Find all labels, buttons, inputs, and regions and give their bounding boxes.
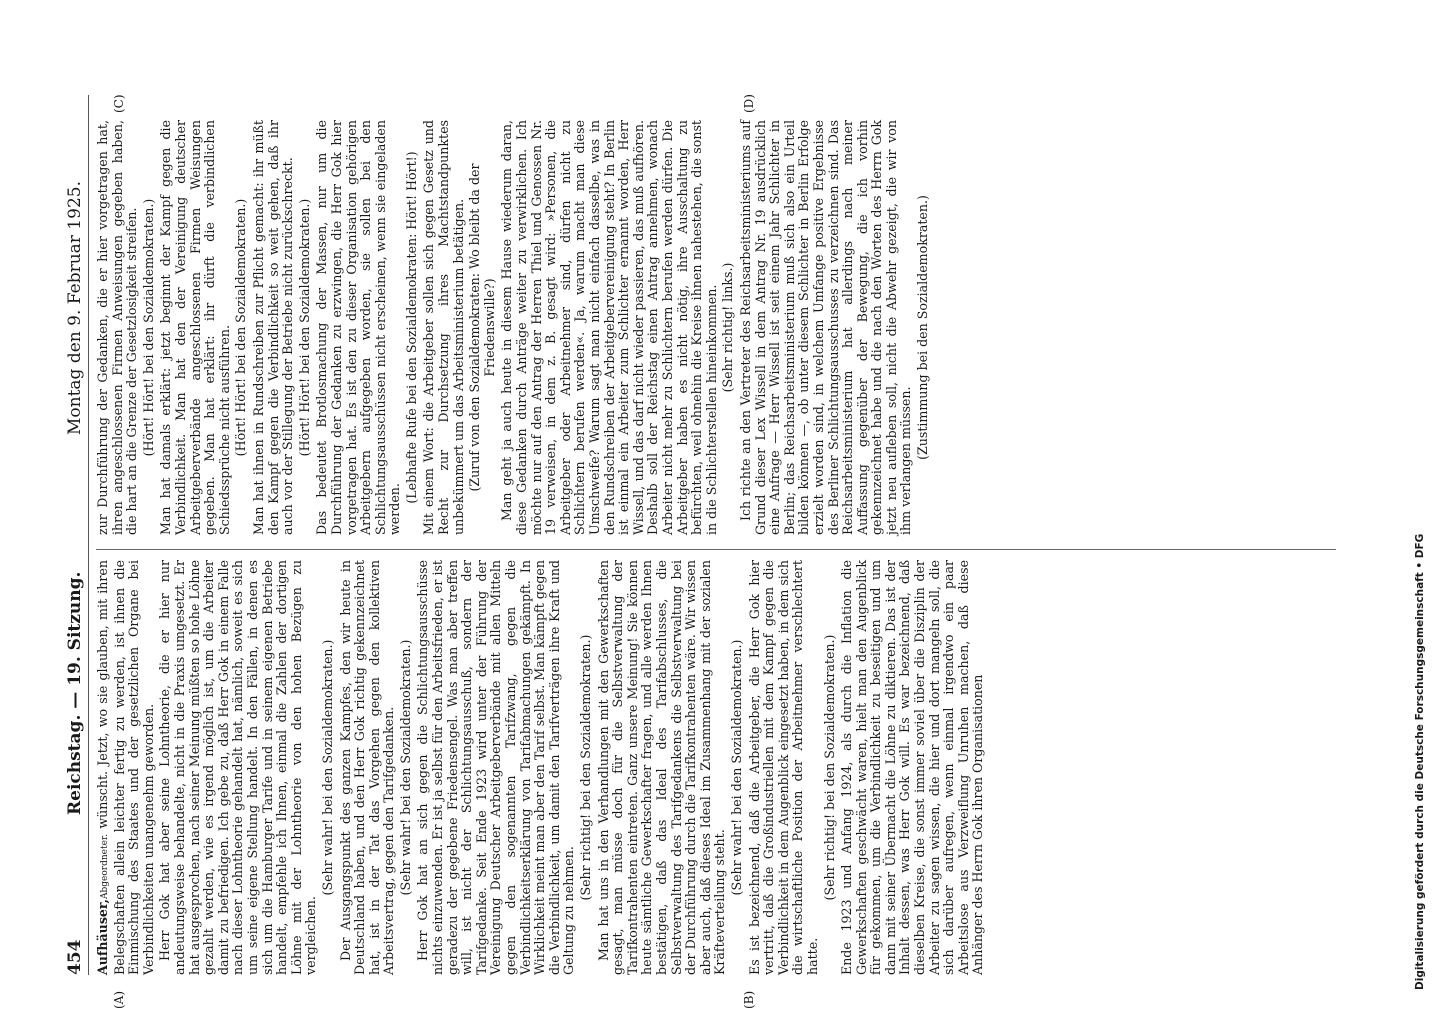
paragraph-text: Herr Gok hat an sich gegen die Schlichtungsausschüsse nichts einzuwenden. Er ist ja selbst für den Arbeitsfrieden, er ist geradezu der gegebene Friedensengel. Was man aber treffen will, ist nicht der Schlichtungsausschuß, sondern der Tarifgedanke. Seit Ende 1923 wird unter der Führung der Vereinigung Deutscher Arbeitgeberverbände mit allen Mitteln gegen den sogenannten Tarifzwang, gegen die Verbindlichkeitserklärung von Tarifabmachungen gekämpft. In Wirklichkeit meint man aber den Tarif selbst. Man kämpft gegen die Verbindlichkeit, um damit den Tarifverträgen ihre Kraft und Geltung zu nehmen. xyxy=(415,560,577,975)
paragraph-text: wünscht. Jetzt, wo sie glauben, mit ihren Belegschaften allein leichter fertig zu werden, ist ihnen die Einmischung des Staates und der gesetzlichen Organe bei Verbindlichkeiten unangenehm geworden. xyxy=(95,560,156,975)
interjection xyxy=(399,560,414,975)
margin-mark-c: (C) xyxy=(112,94,126,113)
paragraph xyxy=(159,120,232,535)
paragraph xyxy=(339,560,397,975)
interjection xyxy=(405,120,420,535)
margin-mark-d: (D) xyxy=(742,94,756,113)
rotated-page xyxy=(62,94,1362,1009)
session-title: Reichstag. — 19. Sitzung. xyxy=(65,571,85,815)
paragraph xyxy=(315,120,403,535)
paragraph-text: Man geht ja auch heute in diesem Hause wiederum daran, diese Gedanken durch Anträge weiter zu verwirklichen. Ich möchte nur auf den Antrag der Herren Thiel und Genossen Nr. 19 verweisen, in dem z. B. gesagt wird: »Personen, die Arbeitgeber oder Arbeitnehmer sind, dürfen nicht zu Schlichtern berufen werden«. Ja, warum macht man diese Umschweife? Warum sagt man nicht einfach dasselbe, was in den Rundschreiben der Arbeitgebervereinigung steht? In Berlin ist einmal ein Arbeiter zum Schlichter ernannt worden, Herr Wissell, und das darf nicht wieder passieren, das muß aufhören. Deshalb soll der Reichstag einen Antrag annehmen, wonach Arbeiter nicht mehr zu Schlichtern berufen werden dürfen. Die Arbeitgeber haben es nicht nötig, ihre Ausschaltung zu befürchten, weil ohnehin die Kreise ihnen nahestehen, die sonst in die Schlichterstellen hineinkommen. xyxy=(499,120,719,535)
interjection xyxy=(142,120,157,535)
paragraph-text: (Sehr wahr! bei den Sozialdemokraten.) xyxy=(728,639,744,896)
paragraph-text: (Sehr richtig! bei den Sozialdemokraten.) xyxy=(578,634,593,901)
credit-text: Digitalisierung gefördert durch die Deutsche Forschungsgemeinschaft • DFG xyxy=(1414,533,1426,990)
page-number: 454 xyxy=(65,939,85,975)
interjection xyxy=(730,560,745,975)
speaker-role: Abgeordneter. xyxy=(100,833,110,899)
paragraph-text: (Lebhafte Rufe bei den Sozialdemokraten: Hört! Hört!) xyxy=(403,151,419,504)
paragraph xyxy=(252,120,296,535)
paragraph-text: (Sehr wahr! bei den Sozialdemokraten.) xyxy=(319,639,335,896)
interjection xyxy=(234,120,249,535)
interjection xyxy=(721,120,736,535)
paragraph-text: Man hat uns in den Verhandlungen mit den Gewerkschaften gesagt, man müsse doch für die Selbstverwaltung der Tarifkontrahenten eintreten. Ganz unsere Meinung! Sie können heute sämtliche Gewerkschafter fragen, und alle werden Ihnen bestätigen, daß das Ideal des Tarifabschlusses, die Selbstverwaltung des Tarifgedankens die Selbstverwaltung bei der Durchführung durch die Tarifkontrahenten wäre. Wir wissen aber auch, daß dieses Ideal im Zusammenhang mit der sozialen Kräfteverteilung steht. xyxy=(595,560,728,975)
paragraph xyxy=(840,560,986,975)
paragraph-text: zur Durchführung der Gedanken, die er hier vorgetragen hat, ihren angeschlossenen Firmen Anweisungen gegeben haben, die hart an die Grenze der Gesetzlosigkeit streifen. xyxy=(95,120,140,535)
interjection xyxy=(298,120,313,535)
digitization-credit xyxy=(1412,10,1430,990)
paragraph xyxy=(739,120,914,535)
paragraph-text: (Zuruf von den Sozialdemokraten: Wo bleibt da der Friedenswille?) xyxy=(467,163,497,492)
interjection xyxy=(321,560,336,975)
paragraph-text: Ende 1923 und Anfang 1924, als durch die Inflation die Gewerkschaften geschwächt waren, hielt man den Augenblick für gekommen, um die Verbindlichkeit zu beseitigen und um dann mit seiner Übermacht die Löhne zu diktieren. Das ist der Inhalt dessen, was Herr Gok will. Es war bezeichnend, daß dieselben Kreise, die sonst immer soviel über die Disziplin der Arbeiter zu sagen wissen, die hier und dort mangeln soll, die sich darüber aufregen, wenn einmal irgendwo ein paar Arbeitslose aus Verzweiflung Unruhen machen, daß diese Anhänger des Herrn Gok ihren Organisationen xyxy=(839,560,986,975)
paragraph-text: Herr Gok hat aber seine Lohntheorie, die er hier nur andeutungsweise behandelte, nicht in die Praxis umgesetzt. Er hat ausgesprochen, nach seiner Meinung müßten so hohe Löhne gezahlt werden, wie es irgend möglich ist, um die Arbeiter damit zu befriedigen. Ich gebe zu, daß Herr Gok in einem Falle nach dieser Lohntheorie gehandelt hat, nämlich, soweit es sich um seine eigene Stellung handelt. In den Fällen, in denen es sich um die Hamburger Tarife und in seinem eigenen Betriebe handelt, empfehle ich Ihnen, einmal die Zahlen der dortigen Löhne mit der Lohntheorie von den hohen Bezügen zu vergleichen. xyxy=(157,560,319,975)
interjection xyxy=(468,120,497,535)
margin-mark-b: (B) xyxy=(742,990,756,1009)
interjection xyxy=(916,120,931,535)
paragraph xyxy=(416,560,577,975)
margin-mark-a: (A) xyxy=(112,990,126,1009)
paragraph xyxy=(96,560,156,975)
paragraph-text: (Zustimmung bei den Sozialdemokraten.) xyxy=(915,195,931,460)
paragraph-text: (Sehr wahr! bei den Sozialdemokraten.) xyxy=(397,639,413,896)
paragraph xyxy=(422,120,466,535)
paragraph-text: Der Ausgangspunkt des ganzen Kampfes, den wir heute in Deutschland haben, und den Herr Gok richtig gekennzeichnet hat, ist in der Tat das Vorgehen gegen den kollektiven Arbeitsvertrag, gegen den Tarifgedanken. xyxy=(337,560,397,975)
paragraph xyxy=(96,120,140,535)
page-header xyxy=(62,95,89,975)
paragraph-text: (Hört! Hört! bei den Sozialdemokraten.) xyxy=(233,198,249,457)
paragraph xyxy=(597,560,728,975)
left-column xyxy=(96,560,1336,975)
interjection xyxy=(579,560,594,975)
paragraph-text: (Sehr richtig! bei den Sozialdemokraten.) xyxy=(821,634,837,901)
paragraph xyxy=(158,560,319,975)
paragraph xyxy=(500,120,719,535)
paragraph-text: (Hört! Hört! bei den Sozialdemokraten.) xyxy=(296,198,312,457)
column-divider xyxy=(96,549,1336,550)
speaker-name: Aufhäuser, xyxy=(95,898,110,975)
paragraph xyxy=(748,560,821,975)
paragraph-text: (Hört! Hört! bei den Sozialdemokraten.) xyxy=(140,198,156,457)
paragraph-text: Man hat ihnen in Rundschreiben zur Pflicht gemacht: ihr müßt den Kampf gegen die Verbindlichkeit so weit gehen, daß ihr auch vor der Stillegung der Betriebe nicht zurückschreckt. xyxy=(250,120,296,535)
paragraph-text: Man hat damals erklärt: jetzt beginnt der Kampf gegen die Verbindlichkeit. Man hat den der Vereinigung deutscher Arbeitgeberverbände angeschlossenen Firmen Weisungen gegeben. Man hat erklärt: ihr dürft die verbindlichen Schiedssprüche nicht ausführen. xyxy=(158,120,232,535)
paragraph-text: Ich richte an den Vertreter des Reichsarbeitsministeriums auf Grund dieser Lex Wissell in dem Antrag Nr. 19 ausdrücklich eine Anfrage — Herr Wissell ist seit einem Jahr Schlichter in Berlin; das Reichsarbeitsministerium muß sich also ein Urteil bilden können —, ob unter diesem Schlichter in Berlin Erfolge erzielt worden sind, in welchem Umfange positive Ergebnisse des Berliner Schlichtungsausschusses zu verzeichnen sind. Das Reichsarbeitsministerium hat allerdings nach meiner Auffassung gegenüber der Bewegung, die ich vorhin gekennzeichnet habe und die nach den Worten des Herrn Gok jetzt neu aufleben soll, nicht die Abwehr gezeigt, die wir von ihm verlangen müssen. xyxy=(737,120,914,535)
right-column xyxy=(96,120,1336,535)
interjection xyxy=(823,560,838,975)
paragraph-text: Mit einem Wort: die Arbeitgeber sollen sich gegen Gesetz und Recht zur Durchsetzung ihres Machtstandpunktes unbekümmert um das Arbeitsministerium betätigen. xyxy=(421,120,466,535)
paragraph-text: (Sehr richtig! links.) xyxy=(720,262,736,393)
paragraph-text: Es ist bezeichnend, daß die Arbeitgeber, die Herr Gok hier vertritt, daß die Großindustriellen mit dem Kampf gegen die Verbindlichkeit in dem Augenblick eingesetzt haben, in dem sich die wirtschaftliche Position der Arbeitnehmer verschlechtert hatte. xyxy=(746,560,820,975)
paragraph-text: Das bedeutet Brotlosmachung der Massen, nur um die Durchführung der Gedanken zu erzwingen, die Herr Gok hier vorgetragen hat. Es ist den zu dieser Organisation gehörigen Arbeitgebern aufgegeben worden, sie sollen bei den Schlichtungsausschüssen nicht erscheinen, wenn sie eingeladen werden. xyxy=(314,120,403,535)
session-date: Montag den 9. Februar 1925. xyxy=(65,181,85,435)
